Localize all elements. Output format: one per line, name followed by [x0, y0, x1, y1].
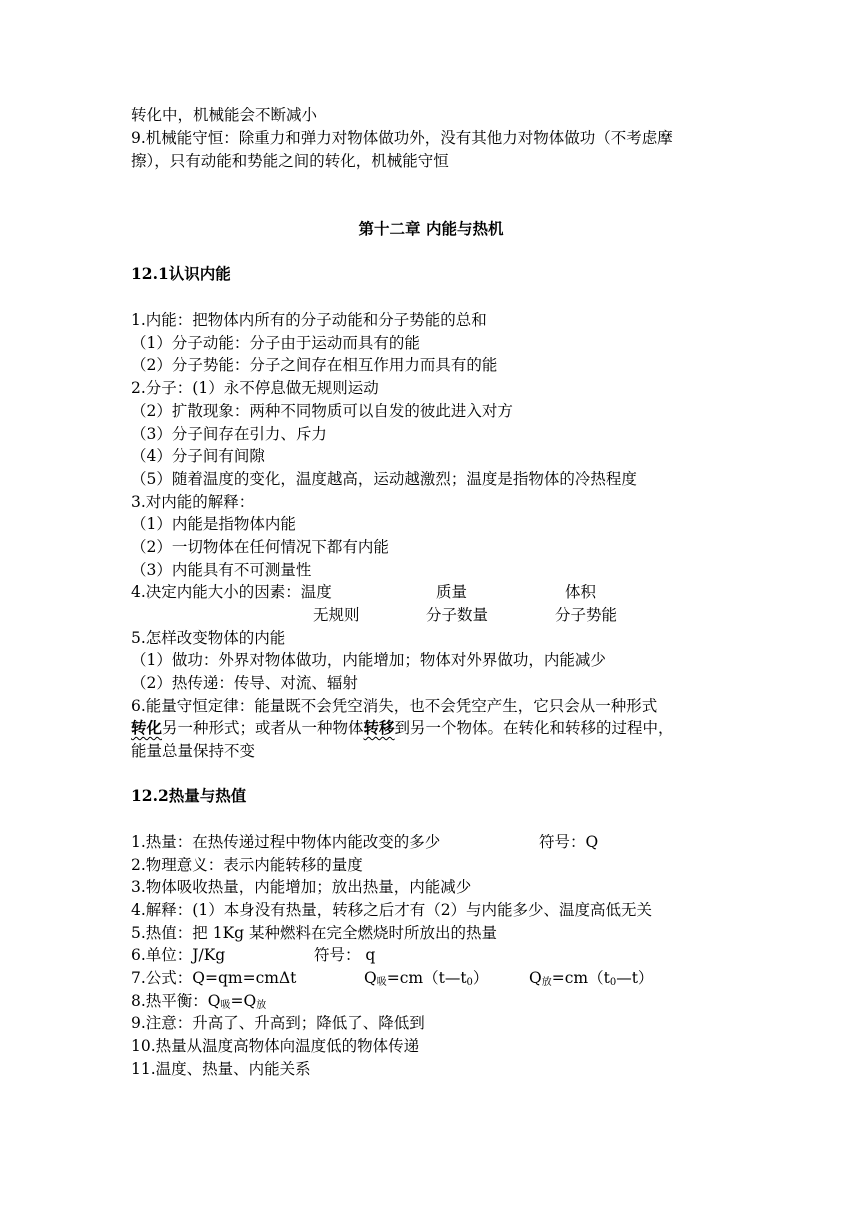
- heat-balance-label: 8.热平衡：Q: [131, 992, 221, 1010]
- section-heading-12-1: 12.1认识内能: [131, 264, 231, 283]
- formula-released: [529, 968, 653, 993]
- formula-absorbed-q: Q: [364, 969, 377, 987]
- s1-line-19: 能量总量保持不变: [131, 742, 256, 760]
- intro-line-3: 擦），只有动能和势能之间的转化，机械能守恒: [131, 152, 449, 170]
- s1-line-17: 6.能量守恒定律：能量既不会凭空消失，也不会凭空产生，它只会从一种形式: [131, 697, 658, 715]
- factor-count: 分子数量: [426, 606, 489, 624]
- s1-line-5: （2）扩散现象：两种不同物质可以自发的彼此进入对方: [131, 402, 513, 420]
- heat-symbol: 符号：Q: [539, 833, 599, 851]
- factor-irregular: 无规则: [313, 606, 360, 624]
- heat-balance-eq: =Q: [230, 992, 257, 1010]
- s1-line-11: （2）一切物体在任何情况下都有内能: [131, 538, 389, 556]
- s2-line-5: 5.热值：把 1Kg 某种燃料在完全燃烧时所放出的热量: [131, 924, 498, 942]
- s1-line-6: （3）分子间存在引力、斥力: [131, 425, 327, 443]
- s2-line-9: 9.注意：升高了、升高到；降低了、降低到: [131, 1014, 425, 1032]
- formula-absorbed-rest: =cm（t—t: [386, 969, 467, 987]
- formula-absorbed: [364, 968, 488, 993]
- formula-released-sub: 放: [541, 977, 552, 988]
- section-heading-12-2: 12.2热量与热值: [131, 786, 247, 805]
- s1-line-3: （2）分子势能：分子之间存在相互作用力而具有的能: [131, 356, 498, 374]
- factor-potential: 分子势能: [555, 606, 618, 624]
- s2-line-3: 3.物体吸收热量，内能增加；放出热量，内能减少: [131, 878, 472, 896]
- s1-line-14: 5.怎样改变物体的内能: [131, 629, 286, 647]
- s1-line-7: （4）分子间有间隙: [131, 447, 265, 465]
- intro-line-2: 9.机械能守恒：除重力和弹力对物体做功外，没有其他力对物体做功（不考虑摩: [131, 129, 673, 147]
- s1-line-18: [131, 718, 674, 738]
- factors-label: 4.决定内能大小的因素：温度: [131, 583, 332, 601]
- s1-line-16: （2）热传递：传导、对流、辐射: [131, 674, 358, 692]
- s1-line-4: 2.分子：(1）永不停息做无规则运动: [131, 379, 379, 397]
- formula-absorbed-sub: 吸: [376, 977, 387, 988]
- factor-volume: 体积: [565, 583, 597, 601]
- s2-line-10: 10.热量从温度高物体向温度低的物体传递: [131, 1037, 420, 1055]
- heat-balance-sub-released: 放: [256, 1000, 267, 1011]
- formula-released-q: Q: [529, 969, 542, 987]
- document-page: [131, 0, 771, 1216]
- s2-line-4: 4.解释：(1）本身没有热量，转移之后才有（2）与内能多少、温度高低无关: [131, 901, 653, 919]
- s1-line-2: （1）分子动能：分子由于运动而具有的能: [131, 334, 420, 352]
- formula-main: 7.公式：Q=qm=cmΔt: [131, 969, 297, 987]
- s2-line-6: 6.单位：J/Kg: [131, 946, 226, 964]
- emphasis-conversion: 转化: [131, 718, 163, 737]
- s2-line-1: 1.热量：在热传递过程中物体内能改变的多少: [131, 833, 441, 851]
- formula-released-t0: 0: [609, 977, 617, 988]
- chapter-title: 第十二章 内能与热机: [358, 219, 504, 238]
- formula-absorbed-close: ）: [472, 969, 489, 987]
- s1-line-18-end: 到另一个物体。在转化和转移的过程中，: [394, 719, 674, 737]
- s1-line-9: 3.对内能的解释：: [131, 493, 255, 511]
- s1-line-1: 1.内能：把物体内所有的分子动能和分子势能的总和: [131, 311, 487, 329]
- s1-line-18-mid: 另一种形式；或者从一种物体: [162, 719, 364, 737]
- emphasis-transfer: 转移: [363, 718, 395, 737]
- s2-line-11: 11.温度、热量、内能关系: [131, 1060, 311, 1078]
- factor-mass: 质量: [436, 583, 468, 601]
- formula-released-close: —t）: [616, 969, 654, 987]
- calorific-symbol: 符号： q: [314, 946, 376, 964]
- s1-line-10: （1）内能是指物体内能: [131, 515, 296, 533]
- formula-released-rest: =cm（t: [551, 969, 610, 987]
- formula-absorbed-t0: 0: [466, 977, 473, 988]
- s2-line-2: 2.物理意义：表示内能转移的量度: [131, 856, 363, 874]
- s1-line-15: （1）做功：外界对物体做功，内能增加；物体对外界做功，内能减少: [131, 651, 606, 669]
- s1-line-12: （3）内能具有不可测量性: [131, 561, 312, 579]
- heat-balance-sub-absorbed: 吸: [220, 1000, 231, 1011]
- intro-line-1: 转化中，机械能会不断减小: [131, 106, 318, 124]
- s1-line-8: （5）随着温度的变化，温度越高，运动越激烈；温度是指物体的冷热程度: [131, 470, 637, 488]
